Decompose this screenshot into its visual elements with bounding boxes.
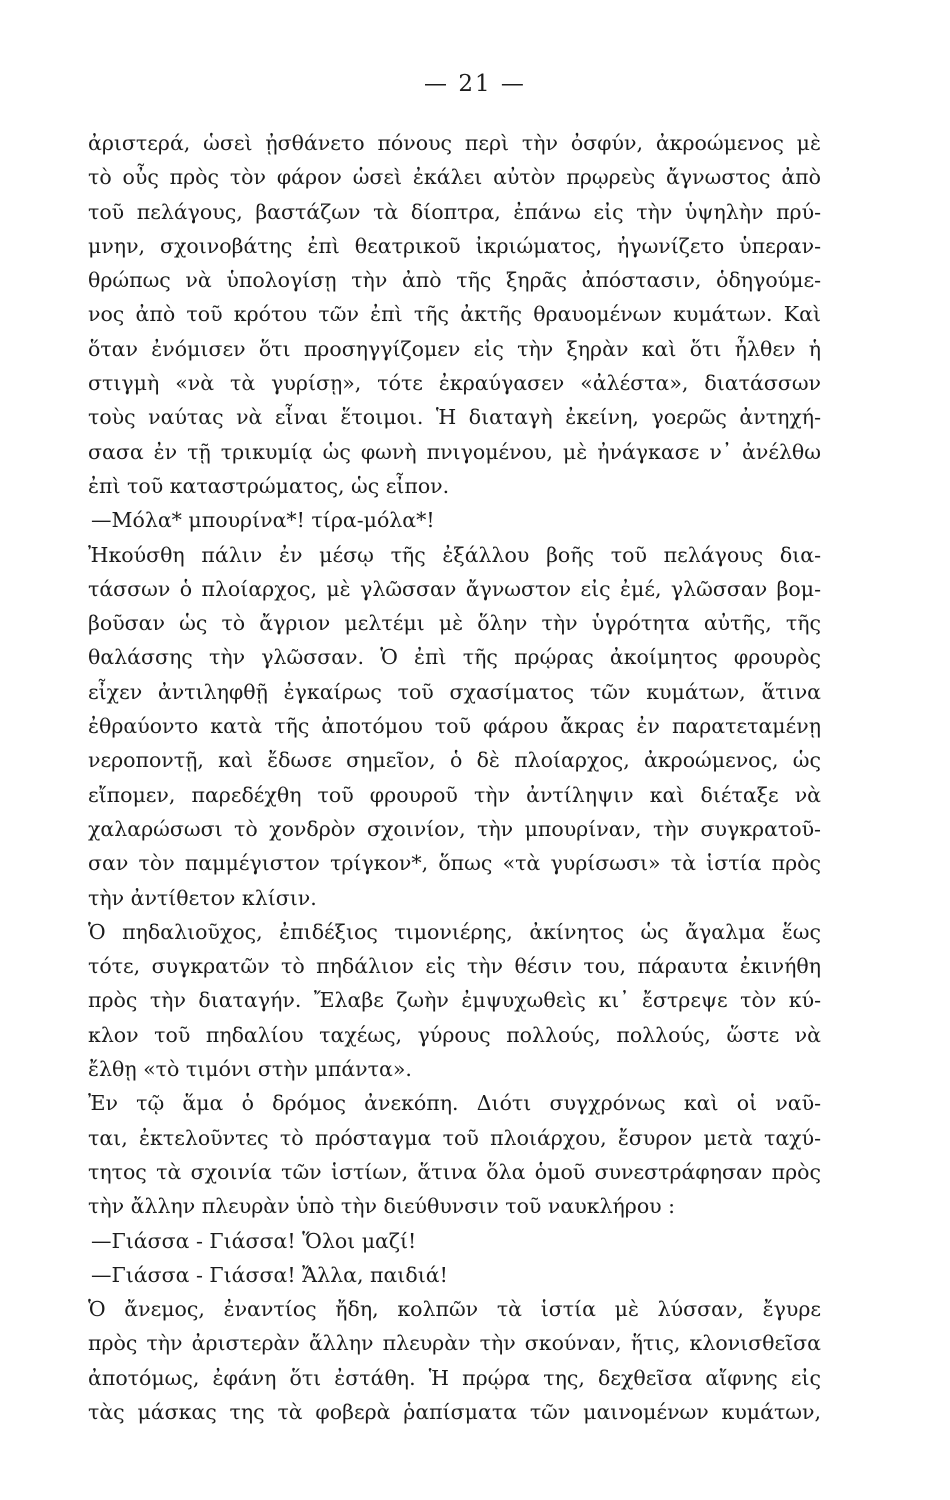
text-line: τοῦ πελάγους, βαστάζων τὰ δίοπτρα, ἐπάνω εἰς τὴν ὑψηλὴν πρύ- <box>88 199 821 224</box>
text-line: ἐπὶ τοῦ καταστρώματος, ὡς εἶπον. <box>88 473 450 498</box>
text-line: εἶχεν ἀντιληφθῇ ἐγκαίρως τοῦ σχασίματος τῶν κυμάτων, ἅτινα <box>88 679 821 704</box>
text-line: κλον τοῦ πηδαλίου ταχέως, γύρους πολλούς, πολλούς, ὥστε νὰ <box>88 1022 821 1047</box>
dialogue-line: —Μόλα* μπουρίνα*! τίρα-μόλα*! <box>91 508 435 533</box>
text-line: ἀριστερά, ὡσεὶ ᾐσθάνετο πόνους περὶ τὴν ὀσφύν, ἀκροώμενος μὲ <box>88 131 821 155</box>
text-line: ἀποτόμως, ἐφάνη ὅτι ἐστάθη. Ἡ πρῴρα της, δεχθεῖσα αἴφνης εἰς <box>88 1365 821 1390</box>
text-line: μνην, σχοινοβάτης ἐπὶ θεατρικοῦ ἰκριώματος, ἠγωνίζετο ὑπεραν- <box>88 233 821 258</box>
text-line: ἐθραύοντο κατὰ τῆς ἀποτόμου τοῦ φάρου ἄκρας ἐν παρατεταμένῃ <box>88 714 821 739</box>
text-line: Ἐν τῷ ἅμα ὁ δρόμος ἀνεκόπη. Διότι συγχρόνως καὶ οἱ ναῦ- <box>88 1091 821 1116</box>
body-text <box>88 126 821 1429</box>
text-line: ὅταν ἐνόμισεν ὅτι προσηγγίζομεν εἰς τὴν ξηρὰν καὶ ὅτι ἦλθεν ἡ <box>88 336 821 361</box>
text-line: Ὁ ἄνεμος, ἐναντίος ἤδη, κολπῶν τὰ ἱστία μὲ λύσσαν, ἔγυρε <box>88 1297 821 1322</box>
text-line: τάσσων ὁ πλοίαρχος, μὲ γλῶσσαν ἄγνωστον εἰς ἐμέ, γλῶσσαν βομ- <box>88 576 821 601</box>
text-line: πρὸς τὴν ἀριστερὰν ἄλλην πλευρὰν τὴν σκούναν, ἥτις, κλονισθεῖσα <box>88 1331 821 1356</box>
dialogue-line: —Γιάσσα - Γιάσσα! Ὅλοι μαζί! <box>91 1228 417 1253</box>
text-line: βοῦσαν ὡς τὸ ἄγριον μελτέμι μὲ ὅλην τὴν ὑγρότητα αὐτῆς, τῆς <box>88 611 821 636</box>
text-line: τοὺς ναύτας νὰ εἶναι ἕτοιμοι. Ἡ διαταγὴ ἐκείνη, γοερῶς ἀντηχή- <box>88 405 821 430</box>
text-line: νεροποντῇ, καὶ ἔδωσε σημεῖον, ὁ δὲ πλοίαρχος, ἀκροώμενος, ὡς <box>88 748 821 773</box>
text-line: τὰς μάσκας της τὰ φοβερὰ ῥαπίσματα τῶν μαινομένων κυμάτων, <box>88 1399 821 1424</box>
text-line: θαλάσσης τὴν γλῶσσαν. Ὁ ἐπὶ τῆς πρῴρας ἀκοίμητος φρουρὸς <box>88 645 821 670</box>
page-number: — 21 — <box>424 71 526 97</box>
text-line: τότε, συγκρατῶν τὸ πηδάλιον εἰς τὴν θέσιν του, πάραυτα ἐκινήθη <box>88 954 821 979</box>
text-line: εἴπομεν, παρεδέχθη τοῦ φρουροῦ τὴν ἀντίληψιν καὶ διέταξε νὰ <box>88 782 821 807</box>
text-line: πρὸς τὴν διαταγήν. Ἔλαβε ζωὴν ἐμψυχωθεὶς κι᾽ ἔστρεψε τὸν κύ- <box>88 988 821 1013</box>
text-line: Ἠκούσθη πάλιν ἐν μέσῳ τῆς ἐξάλλου βοῆς τοῦ πελάγους δια- <box>88 542 821 567</box>
text-line: σασα ἐν τῇ τρικυμίᾳ ὡς φωνὴ πνιγομένου, μὲ ἠνάγκασε ν᾽ ἀνέλθω <box>88 439 821 464</box>
text-line: ται, ἐκτελοῦντες τὸ πρόσταγμα τοῦ πλοιάρχου, ἔσυρον μετὰ ταχύ- <box>88 1125 821 1150</box>
text-line: χαλαρώσωσι τὸ χονδρὸν σχοινίον, τὴν μπουρίναν, τὴν συγκρατοῦ- <box>88 816 821 841</box>
dialogue-line: —Γιάσσα - Γιάσσα! Ἄλλα, παιδιά! <box>91 1262 448 1287</box>
text-line: θρώπως νὰ ὑπολογίσῃ τὴν ἀπὸ τῆς ξηρᾶς ἀπόστασιν, ὁδηγούμε- <box>88 268 821 293</box>
text-line: Ὁ πηδαλιοῦχος, ἐπιδέξιος τιμονιέρης, ἀκίνητος ὡς ἄγαλμα ἕως <box>88 919 821 944</box>
text-line: τὸ οὖς πρὸς τὸν φάρον ὡσεὶ ἐκάλει αὐτὸν πρῳρεὺς ἄγνωστος ἀπὸ <box>88 165 821 190</box>
text-line: τητος τὰ σχοινία τῶν ἱστίων, ἅτινα ὅλα ὁμοῦ συνεστράφησαν πρὸς <box>88 1159 821 1184</box>
text-line: τὴν ἄλλην πλευρὰν ὑπὸ τὴν διεύθυνσιν τοῦ ναυκλήρου : <box>88 1194 676 1219</box>
text-line: τὴν ἀντίθετον κλίσιν. <box>88 885 317 910</box>
text-line: νος ἀπὸ τοῦ κρότου τῶν ἐπὶ τῆς ἀκτῆς θραυομένων κυμάτων. Καὶ <box>88 302 821 327</box>
text-line: ἔλθῃ «τὸ τιμόνι στὴν μπάντα». <box>88 1057 412 1082</box>
text-line: σαν τὸν παμμέγιστον τρίγκον*, ὅπως «τὰ γυρίσωσι» τὰ ἱστία πρὸς <box>88 851 821 876</box>
text-line: στιγμὴ «νὰ τὰ γυρίσῃ», τότε ἐκραύγασεν «ἀλέστα», διατάσσων <box>88 371 821 396</box>
